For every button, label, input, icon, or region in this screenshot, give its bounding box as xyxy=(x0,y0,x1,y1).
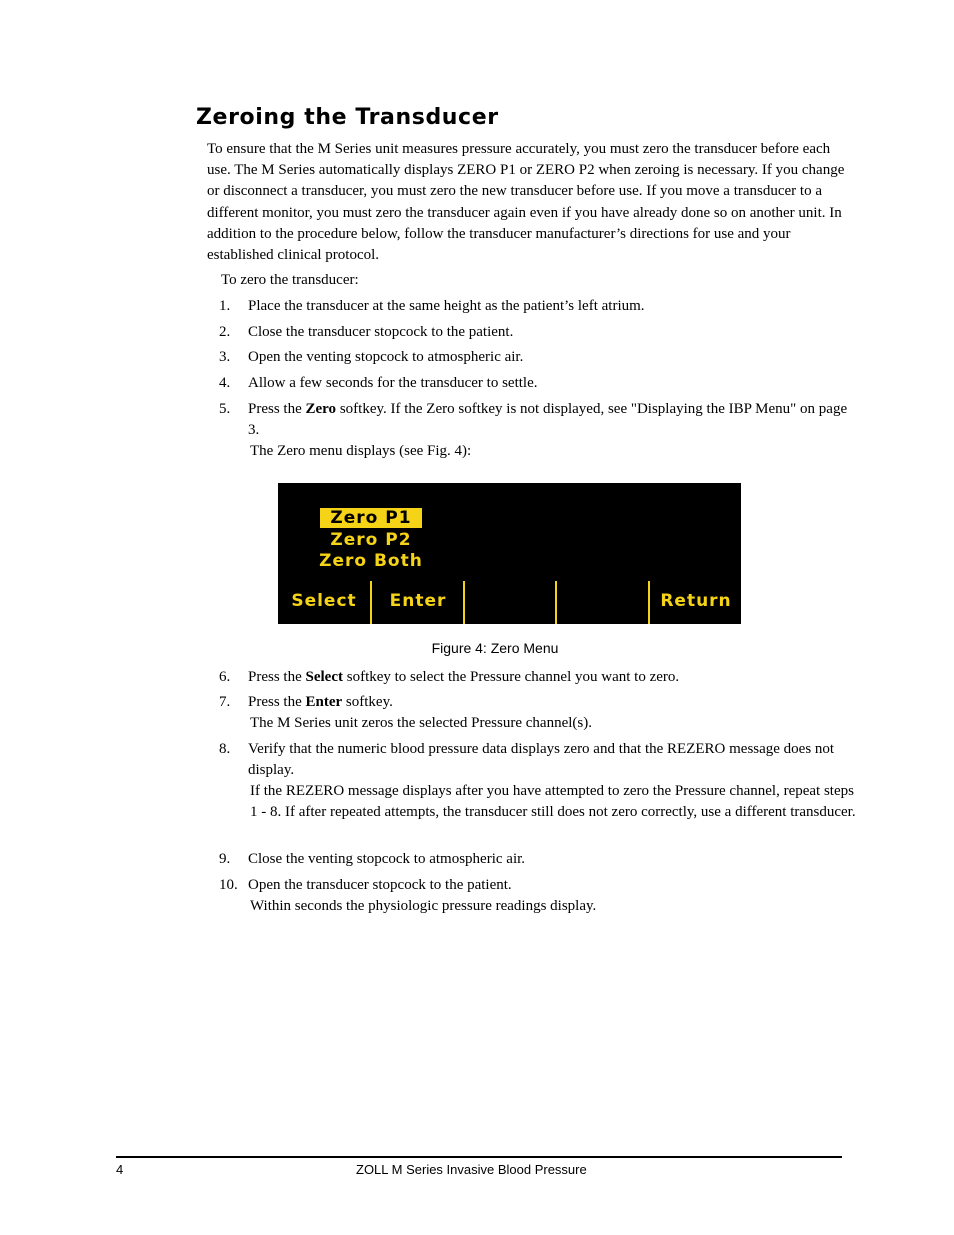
softkey-blank-3 xyxy=(465,579,557,624)
procedure-lead: To zero the transducer: xyxy=(221,272,359,288)
softkey-name: Select xyxy=(305,669,343,685)
softkey-name: Enter xyxy=(305,694,343,710)
zero-menu-screen xyxy=(278,483,741,624)
step-number: 9. xyxy=(219,851,231,867)
step-number: 7. xyxy=(219,694,231,710)
step-text-post: softkey to select the Pressure channel you want to zero. xyxy=(342,669,680,685)
softkey-enter: Enter xyxy=(389,591,447,611)
step-number: 4. xyxy=(219,375,231,391)
step-text: Place the transducer at the same height as the patient’s left atrium. xyxy=(248,298,645,314)
intro-paragraph: To ensure that the M Series unit measures pressure accurately, you must zero the transducer before each use. The M Series automatically displays ZERO P1 or ZERO P2 when zeroing is necessary. If you change or disconnect a transducer, you must zero the new transducer before use. If you move a transducer to a different monitor, you must zero the transducer again even if you have already done so on another unit. In addition to the procedure below, follow the transducer manufacturer’s directions for use and your established clinical protocol. xyxy=(207,141,845,264)
step-text xyxy=(248,667,858,688)
page-number: 4 xyxy=(116,1162,124,1177)
step-text: Open the venting stopcock to atmospheric air. xyxy=(248,349,524,365)
footer-rule xyxy=(116,1156,842,1158)
softkey-select: Select xyxy=(291,591,357,611)
menu-item-zero-both: Zero Both xyxy=(319,551,423,571)
menu-item-zero-p2: Zero P2 xyxy=(330,530,412,550)
step-number: 2. xyxy=(219,324,231,340)
section-heading: Zeroing the Transducer xyxy=(196,105,499,130)
step-text: Allow a few seconds for the transducer to settle. xyxy=(248,375,538,391)
step-text: Open the transducer stopcock to the patient. xyxy=(248,877,512,893)
softkey-return: Return xyxy=(660,591,732,611)
step-number: 10. xyxy=(219,877,238,893)
step-text: Verify that the numeric blood pressure data displays zero and that the REZERO message does not display. xyxy=(248,741,835,778)
step-text-pre: Press the xyxy=(248,401,306,417)
step-text-pre: Press the xyxy=(248,694,306,710)
step-text xyxy=(248,692,858,713)
menu-item-zero-p1: Zero P1 xyxy=(320,508,422,528)
step-text: Close the venting stopcock to atmospheric air. xyxy=(248,851,526,867)
step-note: The M Series unit zeros the selected Pressure channel(s). xyxy=(250,715,592,731)
figure-caption: Figure 4: Zero Menu xyxy=(431,640,559,656)
step-note: The Zero menu displays (see Fig. 4): xyxy=(250,443,472,459)
footer-title: ZOLL M Series Invasive Blood Pressure xyxy=(356,1162,587,1177)
softkey-name: Zero xyxy=(305,401,337,417)
step-number: 8. xyxy=(219,741,231,757)
step-text-post: softkey. If the Zero softkey is not displayed, see "Displaying the IBP Menu" on page 3. xyxy=(248,401,848,438)
step-number: 6. xyxy=(219,669,231,685)
step-note: If the REZERO message displays after you have attempted to zero the Pressure channel, repeat steps 1 - 8. If after repeated attempts, the transducer still does not zero correctly, use a different transducer. xyxy=(250,783,856,820)
step-number: 5. xyxy=(219,401,231,417)
step-number: 3. xyxy=(219,349,231,365)
step-text xyxy=(248,399,858,441)
step-text-pre: Press the xyxy=(248,669,306,685)
step-note: Within seconds the physiologic pressure readings display. xyxy=(250,898,597,914)
step-text-post: softkey. xyxy=(342,694,393,710)
softkey-blank-4 xyxy=(557,579,649,624)
step-text: Close the transducer stopcock to the patient. xyxy=(248,324,514,340)
step-number: 1. xyxy=(219,298,231,314)
